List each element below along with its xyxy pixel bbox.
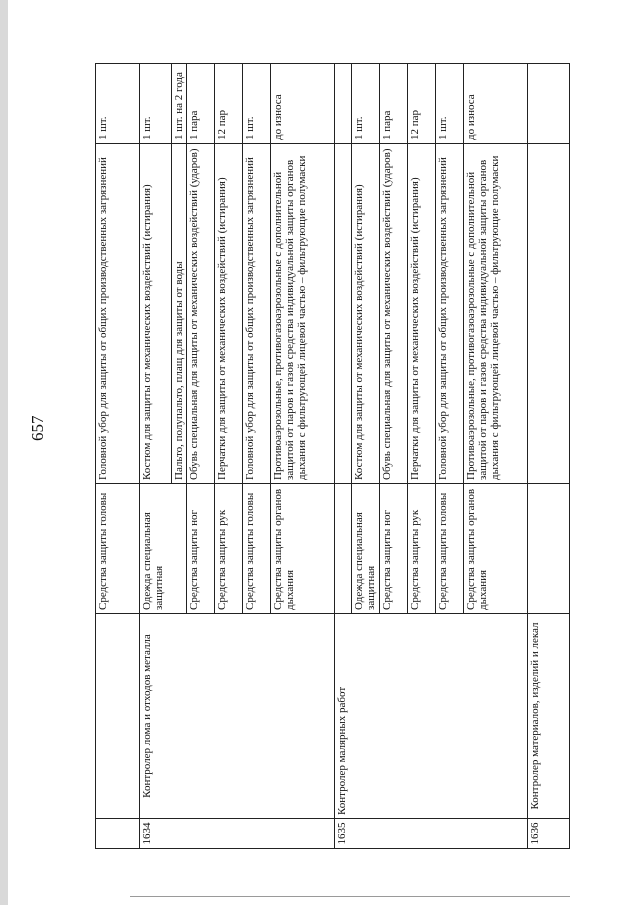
ppe-group-cell: Средства защиты головы	[96, 484, 140, 614]
issue-norm-cell: 1 шт.	[243, 64, 271, 144]
table-row	[335, 64, 352, 849]
ppe-group-cell: Средства защиты рук	[408, 484, 436, 614]
ppe-item-cell: Головной убор для защиты от общих производственных загрязнений	[96, 144, 140, 484]
ppe-item-cell: Костюм для защиты от механических воздействий (истирания)	[140, 144, 172, 484]
issue-norm-cell	[335, 64, 352, 144]
ppe-item-cell: Перчатки для защиты от механических воздействий (истирания)	[215, 144, 243, 484]
ppe-item-cell: Противоаэрозольные, противогазоаэрозольные с дополнительной защитой от паров и газов средства индивидуальной защиты органов дыхания с фильтрующей лицевой частью – фильтрующие полумаски	[464, 144, 528, 484]
ppe-group-cell: Одежда специальная защитная	[352, 484, 380, 614]
profession-cell: Контролер лома и отходов металла	[140, 614, 335, 819]
issue-norm-cell: 1 пара	[187, 64, 215, 144]
page-number: 657	[28, 415, 47, 441]
issue-norm-cell	[528, 64, 570, 144]
ppe-item-cell: Перчатки для защиты от механических воздействий (истирания)	[408, 144, 436, 484]
ppe-item-cell: Пальто, полупальто, плащ для защиты от воды	[172, 144, 187, 484]
ppe-item-cell	[335, 144, 352, 484]
ppe-group-cell	[335, 484, 352, 614]
profession-cell	[96, 614, 140, 819]
ppe-group-cell: Средства защиты ног	[380, 484, 408, 614]
profession-cell: Контролер материалов, изделий и лекал	[528, 614, 570, 819]
table-row	[96, 64, 140, 849]
issue-norm-cell: 1 шт.	[140, 64, 172, 144]
row-number-cell: 1635	[335, 819, 528, 849]
row-number-cell: 1636	[528, 819, 570, 849]
issue-norm-cell: 1 шт. на 2 года	[172, 64, 187, 144]
ppe-item-cell: Костюм для защиты от механических воздействий (истирания)	[352, 144, 380, 484]
ppe-group-cell: Средства защиты головы	[436, 484, 464, 614]
ppe-item-cell: Головной убор для защиты от общих производственных загрязнений	[436, 144, 464, 484]
ppe-group-cell: Средства защиты рук	[215, 484, 243, 614]
ppe-item-cell: Обувь специальная для защиты от механических воздействий (ударов)	[187, 144, 215, 484]
row-number-cell: 1634	[140, 819, 335, 849]
ppe-group-cell	[528, 484, 570, 614]
ppe-group-cell: Одежда специальная защитная	[140, 484, 187, 614]
scan-edge-shadow	[0, 0, 8, 905]
issue-norm-cell: 12 пар	[215, 64, 243, 144]
ppe-item-cell: Обувь специальная для защиты от механических воздействий (ударов)	[380, 144, 408, 484]
issue-norm-cell: 1 шт.	[96, 64, 140, 144]
profession-cell: Контролер малярных работ	[335, 614, 528, 819]
issue-norm-cell: до износа	[464, 64, 528, 144]
ppe-group-cell: Средства защиты органов дыхания	[271, 484, 335, 614]
issue-norm-cell: 1 пара	[380, 64, 408, 144]
ppe-item-cell: Головной убор для защиты от общих производственных загрязнений	[243, 144, 271, 484]
ppe-item-cell: Противоаэрозольные, противогазоаэрозольные с дополнительной защитой от паров и газов средства индивидуальной защиты органов дыхания с фильтрующей лицевой частью – фильтрующие полумаски	[271, 144, 335, 484]
page-bottom-edge	[130, 896, 570, 897]
ppe-group-cell: Средства защиты органов дыхания	[464, 484, 528, 614]
table-row	[528, 64, 570, 849]
table-row	[140, 64, 172, 849]
ppe-norms-table-rotated	[95, 64, 547, 849]
ppe-norms-table	[95, 63, 570, 849]
ppe-group-cell: Средства защиты головы	[243, 484, 271, 614]
row-number-cell	[96, 819, 140, 849]
issue-norm-cell: 12 пар	[408, 64, 436, 144]
ppe-item-cell	[528, 144, 570, 484]
issue-norm-cell: 1 шт.	[436, 64, 464, 144]
ppe-group-cell: Средства защиты ног	[187, 484, 215, 614]
issue-norm-cell: до износа	[271, 64, 335, 144]
issue-norm-cell: 1 шт.	[352, 64, 380, 144]
